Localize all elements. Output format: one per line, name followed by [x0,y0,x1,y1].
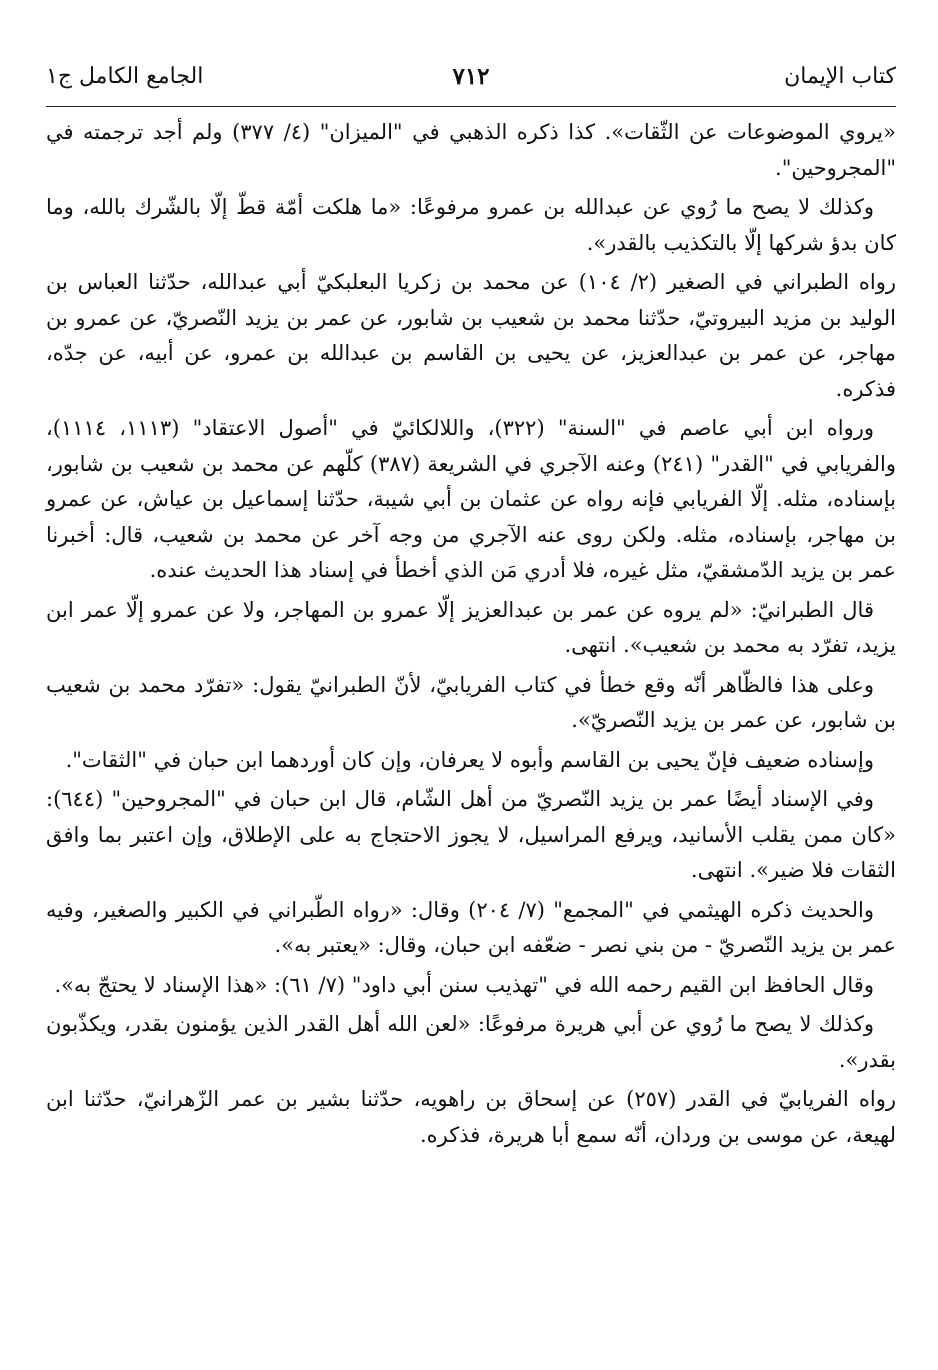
header-rule [46,106,896,107]
paragraph: وكذلك لا يصح ما رُوي عن أبي هريرة مرفوعًا: «لعن الله أهل القدر الذين يؤمنون بقدر، ويكذّبون بقدر». [46,1012,896,1072]
paragraph: والحديث ذكره الهيثمي في "المجمع" (٧/ ٢٠٤) وقال: «رواه الطّبراني في الكبير والصغير، وفيه عمر بن يزيد النّصريّ - من بني نصر - ضعّفه ابن حبان، وقال: «يعتبر به». [46,897,896,957]
paragraph: وعلى هذا فالظّاهر أنّه وقع خطأ في كتاب الفريابيّ، لأنّ الطبرانيّ يقول: «تفرّد محمد بن شعيب بن شابور، عن عمر بن يزيد النّصريّ». [46,672,896,732]
paragraph: رواه الفريابيّ في القدر (٢٥٧) عن إسحاق بن راهويه، حدّثنا بشير بن عمر الزّهرانيّ، حدّثنا ابن لهيعة، عن موسى بن وردان، أنّه سمع أبا هريرة، فذكره. [46,1087,896,1147]
paragraph: قال الطبرانيّ: «لم يروه عن عمر بن عبدالعزيز إلّا عمرو بن المهاجر، ولا عن عمرو إلّا عمر ابن يزيد، تفرّد به محمد بن شعيب». انتهى. [46,597,896,657]
book-page [46,52,896,1157]
book-title: كتاب الإيمان [784,64,896,89]
paragraph: وإسناده ضعيف فإنّ يحيى بن القاسم وأبوه لا يعرفان، وإن كان أوردهما ابن حبان في "الثقات". [65,747,874,772]
paragraph: ورواه ابن أبي عاصم في "السنة" (٣٢٢)، واللالكائيّ في "أصول الاعتقاد" (١١١٣، ١١١٤)، والفريابي في "القدر" (٢٤١) وعنه الآجري في الشريعة (٣٨٧) كلّهم عن محمد بن شعيب بن شابور، بإسناده، مثله. إلّا الفريابي فإنه رواه عن عثمان بن أبي شيبة، حدّثنا إسماعيل بن عياش، عن عمرو بن مهاجر، بإسناده، مثله. ولكن روى عنه الآجري من وجه آخر عن محمد بن شعيب، قال: أخبرنا عمر بن يزيد الدّمشقيّ، مثل غيره، فلا أدري مَن الذي أخطأ في إسناد هذا الحديث عنده. [46,416,896,582]
paragraph: «يروي الموضوعات عن الثّقات». كذا ذكره الذهبي في "الميزان" (٤/ ٣٧٧) ولم أجد ترجمته في "المجروحين". [46,120,896,180]
paragraph: وقال الحافظ ابن القيم رحمه الله في "تهذيب سنن أبي داود" (٧/ ٦١): «هذا الإسناد لا يحتجّ به». [54,972,874,997]
paragraph: وكذلك لا يصح ما رُوي عن عبدالله بن عمرو مرفوعًا: «ما هلكت أمّة قطّ إلّا بالشّرك بالله، وما كان بدؤ شركها إلّا بالتكذيب بالقدر». [46,195,896,255]
collection-title: الجامع الكامل ج١ [46,64,204,89]
page-header [46,52,896,90]
page-body [46,115,896,1153]
paragraph: رواه الطبراني في الصغير (٢/ ١٠٤) عن محمد بن زكريا البعلبكيّ أبي عبدالله، حدّثنا العباس بن الوليد بن مزيد البيروتيّ، حدّثنا محمد بن شعيب بن شابور، عن عمر بن يزيد النّصريّ، عن عمرو بن مهاجر، عن عمر بن عبدالعزيز، عن يحيى بن القاسم بن عبدالله بن عمرو، عن أبيه، عن جدّه، فذكره. [46,270,896,401]
paragraph: وفي الإسناد أيضًا عمر بن يزيد النّصريّ من أهل الشّام، قال ابن حبان في "المجروحين" (٦٤٤): «كان ممن يقلب الأسانيد، ويرفع المراسيل، لا يجوز الاحتجاج به على الإطلاق، وإن اعتبر بما وافق الثقات فلا ضير». انتهى. [46,787,896,882]
page-number: ٧١٢ [452,63,490,90]
